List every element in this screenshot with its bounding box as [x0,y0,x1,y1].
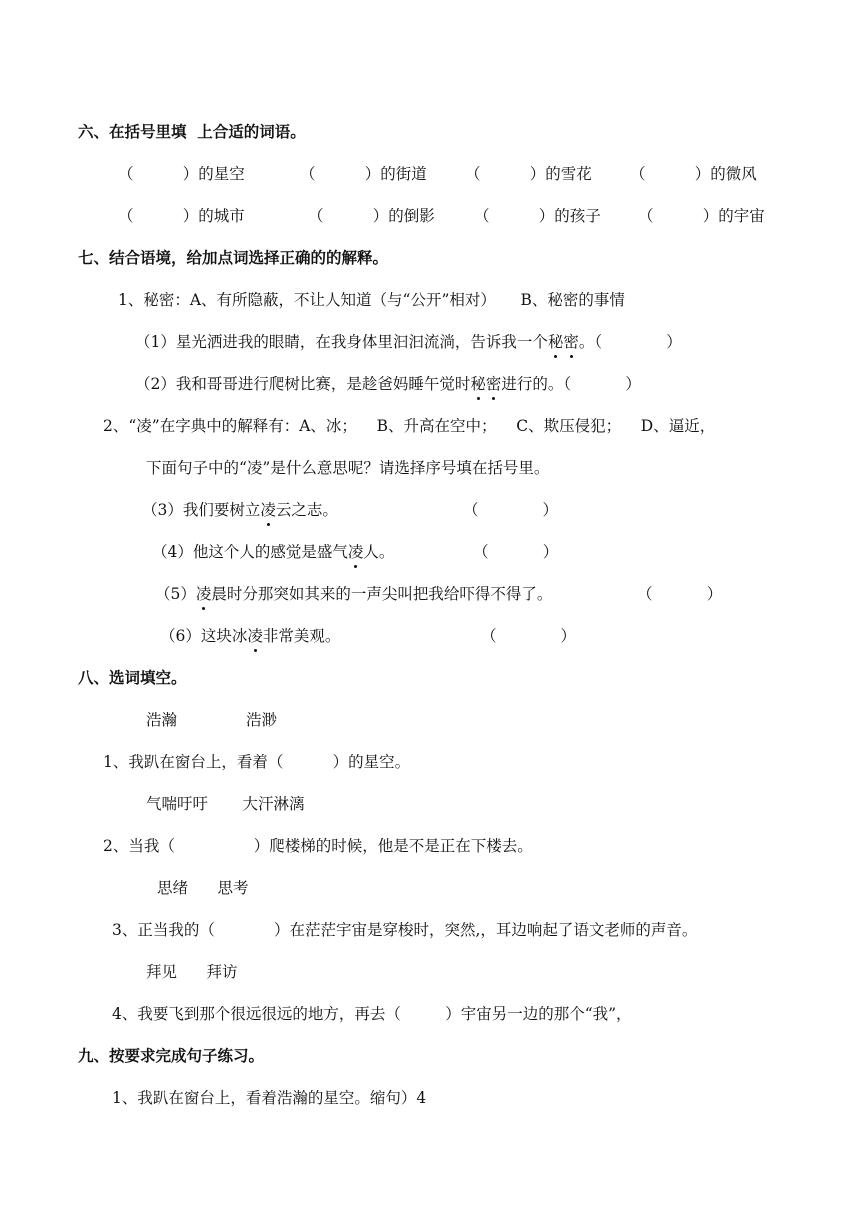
answer-blank: （ ） [481,627,577,645]
fill-blank-item: （ ）的星空 [118,165,245,183]
emphasis-char: 凌 [260,501,276,519]
emphasis-char: 秘 [470,375,486,393]
question-7-1: 1、秘密：A、有所隐蔽，不让人知道（与“公开”相对） B、秘密的事情 [118,291,625,309]
question-7-2-4: （4）他这个人的感觉是盛气凌人。 [152,543,395,561]
emphasis-char: 秘 [547,333,564,351]
answer-blank: （ ） [637,585,723,603]
word-choices: 思绪 思考 [157,879,249,897]
fill-blank-item: （ ）的倒影 [308,207,435,225]
section-6-title: 六、在括号里填 上合适的词语。 [78,123,306,141]
answer-blank: （ ） [473,543,559,561]
question-9-1: 1、我趴在窗台上，看着浩瀚的星空。缩句）4 [112,1089,427,1107]
question-7-2-3: （3）我们要树立凌云之志。 [142,501,338,519]
fill-blank-item: （ ）的宇宙 [638,207,765,225]
emphasis-char: 密 [485,375,502,393]
question-7-2-instruction: 下面句子中的“凌”是什么意思呢？请选择序号填在括号里。 [146,459,550,477]
question-8-3: 3、正当我的（ ）在茫茫宇宙是穿梭时，突然,，耳边响起了语文老师的声音。 [112,921,698,939]
word-choices: 拜见 拜访 [146,963,238,981]
emphasis-char: 凌 [195,585,212,603]
fill-blank-item: （ ）的孩子 [474,207,601,225]
word-choices: 浩瀚 浩渺 [146,711,277,729]
answer-blank: （ ） [463,501,559,519]
section-9-title: 九、按要求完成句子练习。 [78,1047,265,1065]
section-7-title: 七、结合语境，给加点词选择正确的的解释。 [78,249,389,267]
question-7-2-5: （5）凌晨时分那突如其来的一声尖叫把我给吓得不得了。 [155,585,553,603]
question-7-1-2: （2）我和哥哥进行爬树比赛，是趁爸妈睡午觉时秘密进行的。（ ） [135,375,641,393]
emphasis-char: 凌 [247,627,263,645]
fill-blank-item: （ ）的街道 [300,165,427,183]
question-7-1-1: （1）星光洒进我的眼睛，在我身体里汩汩流淌，告诉我一个秘密。（ ） [135,333,682,351]
fill-blank-item: （ ）的微风 [630,165,757,183]
emphasis-char: 凌 [347,543,364,561]
question-7-2: 2、“凌”在字典中的解释有：A、冰； B、升高在空中； C、欺压侵犯； D、逼近， [103,417,716,435]
question-8-2: 2、当我（ ）爬楼梯的时候，他是不是正在下楼去。 [103,837,533,855]
question-7-2-6: （6）这块冰凌非常美观。 [160,627,341,645]
word-choices: 气喘吁吁 大汗淋漓 [146,795,305,813]
fill-blank-item: （ ）的雪花 [465,165,592,183]
question-8-4: 4、我要飞到那个很远很远的地方，再去（ ）宇宙另一边的那个“我”， [112,1005,632,1023]
emphasis-char: 密 [563,333,579,351]
question-8-1: 1、我趴在窗台上，看着（ ）的星空。 [103,753,411,771]
section-8-title: 八、选词填空。 [78,669,187,687]
fill-blank-item: （ ）的城市 [118,207,245,225]
